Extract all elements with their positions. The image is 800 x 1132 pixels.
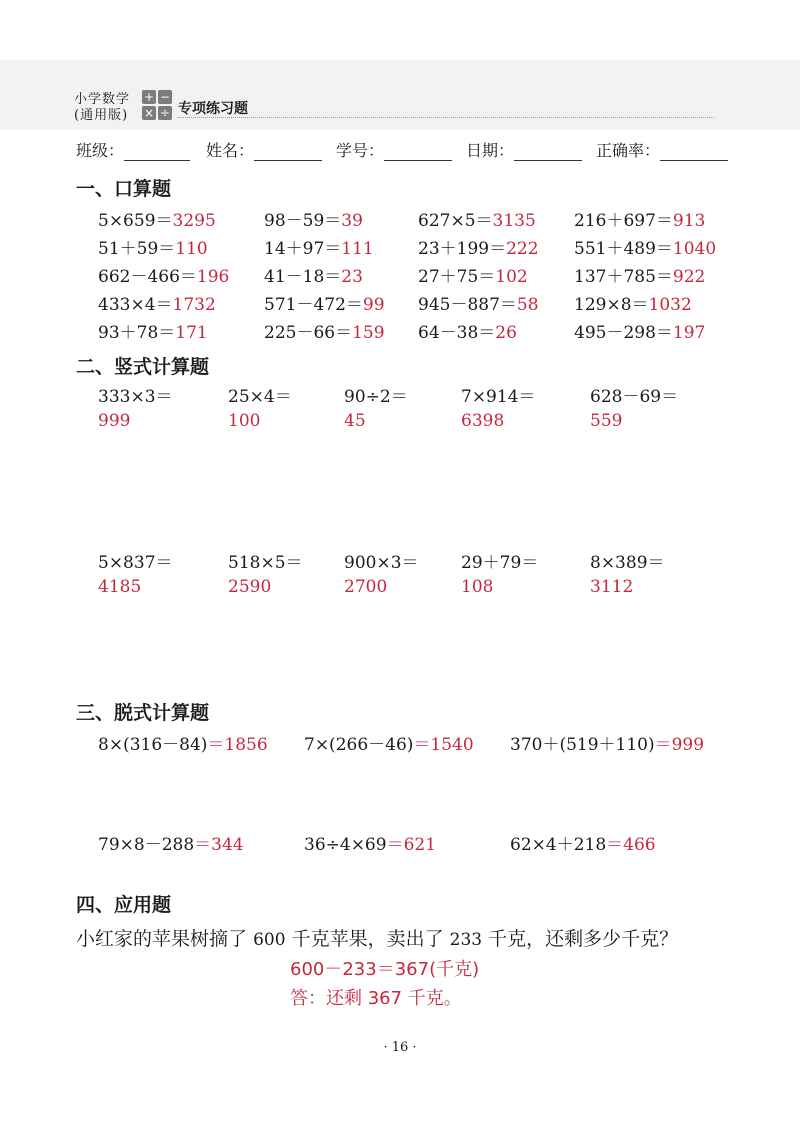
oral-question: 27＋75＝102 <box>418 267 528 287</box>
oral-question: 23＋199＝222 <box>418 239 539 259</box>
vertical-answer: 2590 <box>228 577 272 597</box>
date-blank[interactable] <box>514 142 582 161</box>
section-3-title: 三、脱式计算题 <box>76 702 210 724</box>
divide-icon: ÷ <box>159 106 171 120</box>
vertical-question: 900×3＝ <box>344 553 419 573</box>
oral-question: 433×4＝1732 <box>98 295 216 315</box>
operators-logo <box>142 90 174 122</box>
section-1-title: 一、口算题 <box>76 178 172 200</box>
oral-question: 129×8＝1032 <box>574 295 692 315</box>
multiply-icon: × <box>143 106 155 120</box>
oral-question: 662－466＝196 <box>98 267 230 287</box>
word-problem: 小红家的苹果树摘了 600 千克苹果，卖出了 233 千克，还剩多少千克？ <box>76 928 679 950</box>
oral-question: 41－18＝23 <box>264 267 363 287</box>
oral-question: 64－38＝26 <box>418 323 517 343</box>
vertical-question: 8×389＝ <box>590 553 665 573</box>
vertical-question: 5×837＝ <box>98 553 173 573</box>
oral-question: 627×5＝3135 <box>418 211 536 231</box>
oral-question: 551＋489＝1040 <box>574 239 717 259</box>
name-field[interactable] <box>206 138 322 161</box>
oral-question: 51＋59＝110 <box>98 239 208 259</box>
class-field[interactable] <box>76 138 190 161</box>
minus-icon: − <box>159 90 171 104</box>
date-label: 日期： <box>466 141 515 160</box>
series-label <box>74 92 130 124</box>
book-title: 专项练习题 <box>178 101 248 117</box>
student-id-label: 学号： <box>336 141 385 160</box>
oral-question: 495－298＝197 <box>574 323 706 343</box>
page-number: · 16 · <box>383 1040 417 1055</box>
vertical-answer: 559 <box>590 411 623 431</box>
section-2-title: 二、竖式计算题 <box>76 356 210 378</box>
vertical-question: 90÷2＝ <box>344 387 408 407</box>
series-line-2: (通用版) <box>74 108 129 123</box>
stepwise-question: 8×(316－84)＝1856 <box>98 735 268 755</box>
oral-question: 216＋697＝913 <box>574 211 706 231</box>
series-line-1: 小学数学 <box>74 92 131 107</box>
vertical-answer: 6398 <box>461 411 505 431</box>
class-blank[interactable] <box>124 142 190 161</box>
accuracy-field[interactable] <box>596 138 728 161</box>
oral-question: 945－887＝58 <box>418 295 539 315</box>
oral-question: 14＋97＝111 <box>264 239 374 259</box>
vertical-question: 333×3＝ <box>98 387 173 407</box>
class-label: 班级： <box>76 141 125 160</box>
accuracy-label: 正确率： <box>596 141 661 160</box>
oral-question: 137＋785＝922 <box>574 267 706 287</box>
plus-icon: + <box>143 90 155 104</box>
vertical-question: 7×914＝ <box>461 387 536 407</box>
vertical-answer: 108 <box>461 577 494 597</box>
stepwise-question: 7×(266－46)＝1540 <box>304 735 474 755</box>
vertical-answer: 2700 <box>344 577 388 597</box>
stepwise-question: 62×4＋218＝466 <box>510 835 656 855</box>
oral-question: 98－59＝39 <box>264 211 363 231</box>
vertical-answer: 100 <box>228 411 261 431</box>
oral-question: 225－66＝159 <box>264 323 385 343</box>
vertical-question: 29＋79＝ <box>461 553 539 573</box>
vertical-answer: 3112 <box>590 577 634 597</box>
accuracy-blank[interactable] <box>660 142 728 161</box>
student-info-row <box>0 138 800 160</box>
vertical-answer: 45 <box>344 411 366 431</box>
oral-question: 93＋78＝171 <box>98 323 208 343</box>
section-4-title: 四、应用题 <box>76 894 172 916</box>
student-id-field[interactable] <box>336 138 452 161</box>
vertical-question: 25×4＝ <box>228 387 292 407</box>
vertical-answer: 999 <box>98 411 131 431</box>
vertical-answer: 4185 <box>98 577 142 597</box>
solution-answer: 答：还剩 367 千克。 <box>290 988 462 1009</box>
name-label: 姓名： <box>206 141 255 160</box>
oral-question: 5×659＝3295 <box>98 211 216 231</box>
name-blank[interactable] <box>254 142 322 161</box>
solution-equation: 600－233＝367(千克) <box>290 959 480 980</box>
student-id-blank[interactable] <box>384 142 452 161</box>
vertical-question: 518×5＝ <box>228 553 303 573</box>
top-margin <box>0 0 800 60</box>
vertical-question: 628－69＝ <box>590 387 679 407</box>
header-divider <box>178 117 714 118</box>
date-field[interactable] <box>466 138 582 161</box>
stepwise-question: 370＋(519＋110)＝999 <box>510 735 705 755</box>
stepwise-question: 36÷4×69＝621 <box>304 835 437 855</box>
oral-question: 571－472＝99 <box>264 295 385 315</box>
stepwise-question: 79×8－288＝344 <box>98 835 244 855</box>
